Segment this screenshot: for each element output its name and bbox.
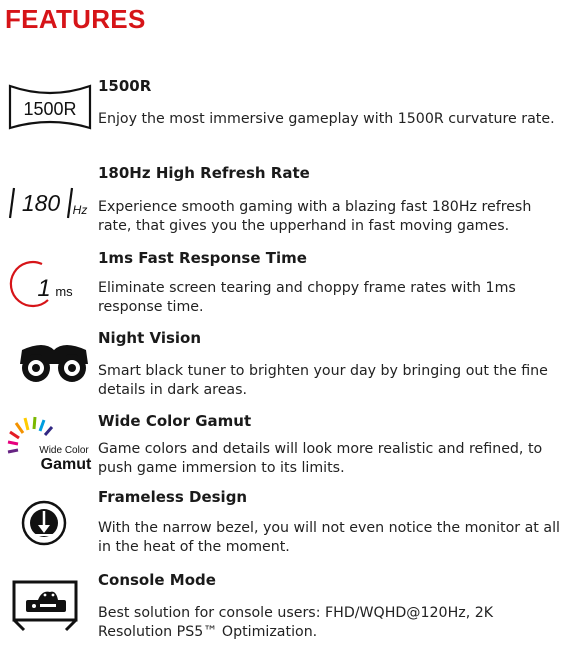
- curvature-1500r-icon: [8, 78, 92, 138]
- feature-title-curvature: 1500R: [98, 77, 152, 95]
- feature-title-night-vision: Night Vision: [98, 329, 202, 347]
- feature-desc-response-time: Eliminate screen tearing and choppy frame rates with 1ms response time.: [98, 280, 516, 315]
- feature-desc-refresh-rate: Experience smooth gaming with a blazing fast 180Hz refresh rate, that gives you the upperhand in fast moving games.: [98, 199, 532, 234]
- page-title: FEATURES: [5, 4, 146, 34]
- svg-text:Gamut: Gamut: [40, 456, 92, 473]
- frameless-design-icon: [8, 495, 92, 555]
- response-time-1ms-icon: [8, 254, 92, 314]
- console-mode-icon: [8, 576, 92, 636]
- feature-title-refresh-rate: 180Hz High Refresh Rate: [98, 164, 310, 182]
- feature-desc-console-mode: Best solution for console users: FHD/WQHD@120Hz, 2K Resolution PS5™ Optimization.: [98, 605, 494, 640]
- svg-text:Wide Color: Wide Color: [39, 445, 89, 456]
- feature-title-frameless-design: Frameless Design: [98, 488, 248, 506]
- feature-title-console-mode: Console Mode: [98, 571, 216, 589]
- refresh-rate-180hz-icon: [8, 168, 92, 228]
- feature-desc-curvature: Enjoy the most immersive gameplay with 1500R curvature rate.: [98, 111, 555, 127]
- svg-text:1500R: 1500R: [23, 99, 77, 119]
- feature-title-response-time: 1ms Fast Response Time: [98, 249, 307, 267]
- feature-desc-wide-color-gamut: Game colors and details will look more realistic and refined, to push game immersion to its limits.: [98, 441, 543, 476]
- svg-text:1: 1: [37, 275, 51, 302]
- binoculars-icon: [8, 336, 92, 396]
- feature-desc-night-vision: Smart black tuner to brighten your day by bringing out the fine details in dark areas.: [98, 363, 548, 398]
- feature-desc-frameless-design: With the narrow bezel, you will not even notice the monitor at all in the heat of the moment.: [98, 520, 560, 555]
- svg-text:ms: ms: [55, 284, 73, 299]
- feature-title-wide-color-gamut: Wide Color Gamut: [98, 412, 252, 430]
- wide-color-gamut-icon: [4, 414, 94, 474]
- svg-text:180: 180: [21, 190, 61, 216]
- svg-text:Hz: Hz: [72, 203, 88, 217]
